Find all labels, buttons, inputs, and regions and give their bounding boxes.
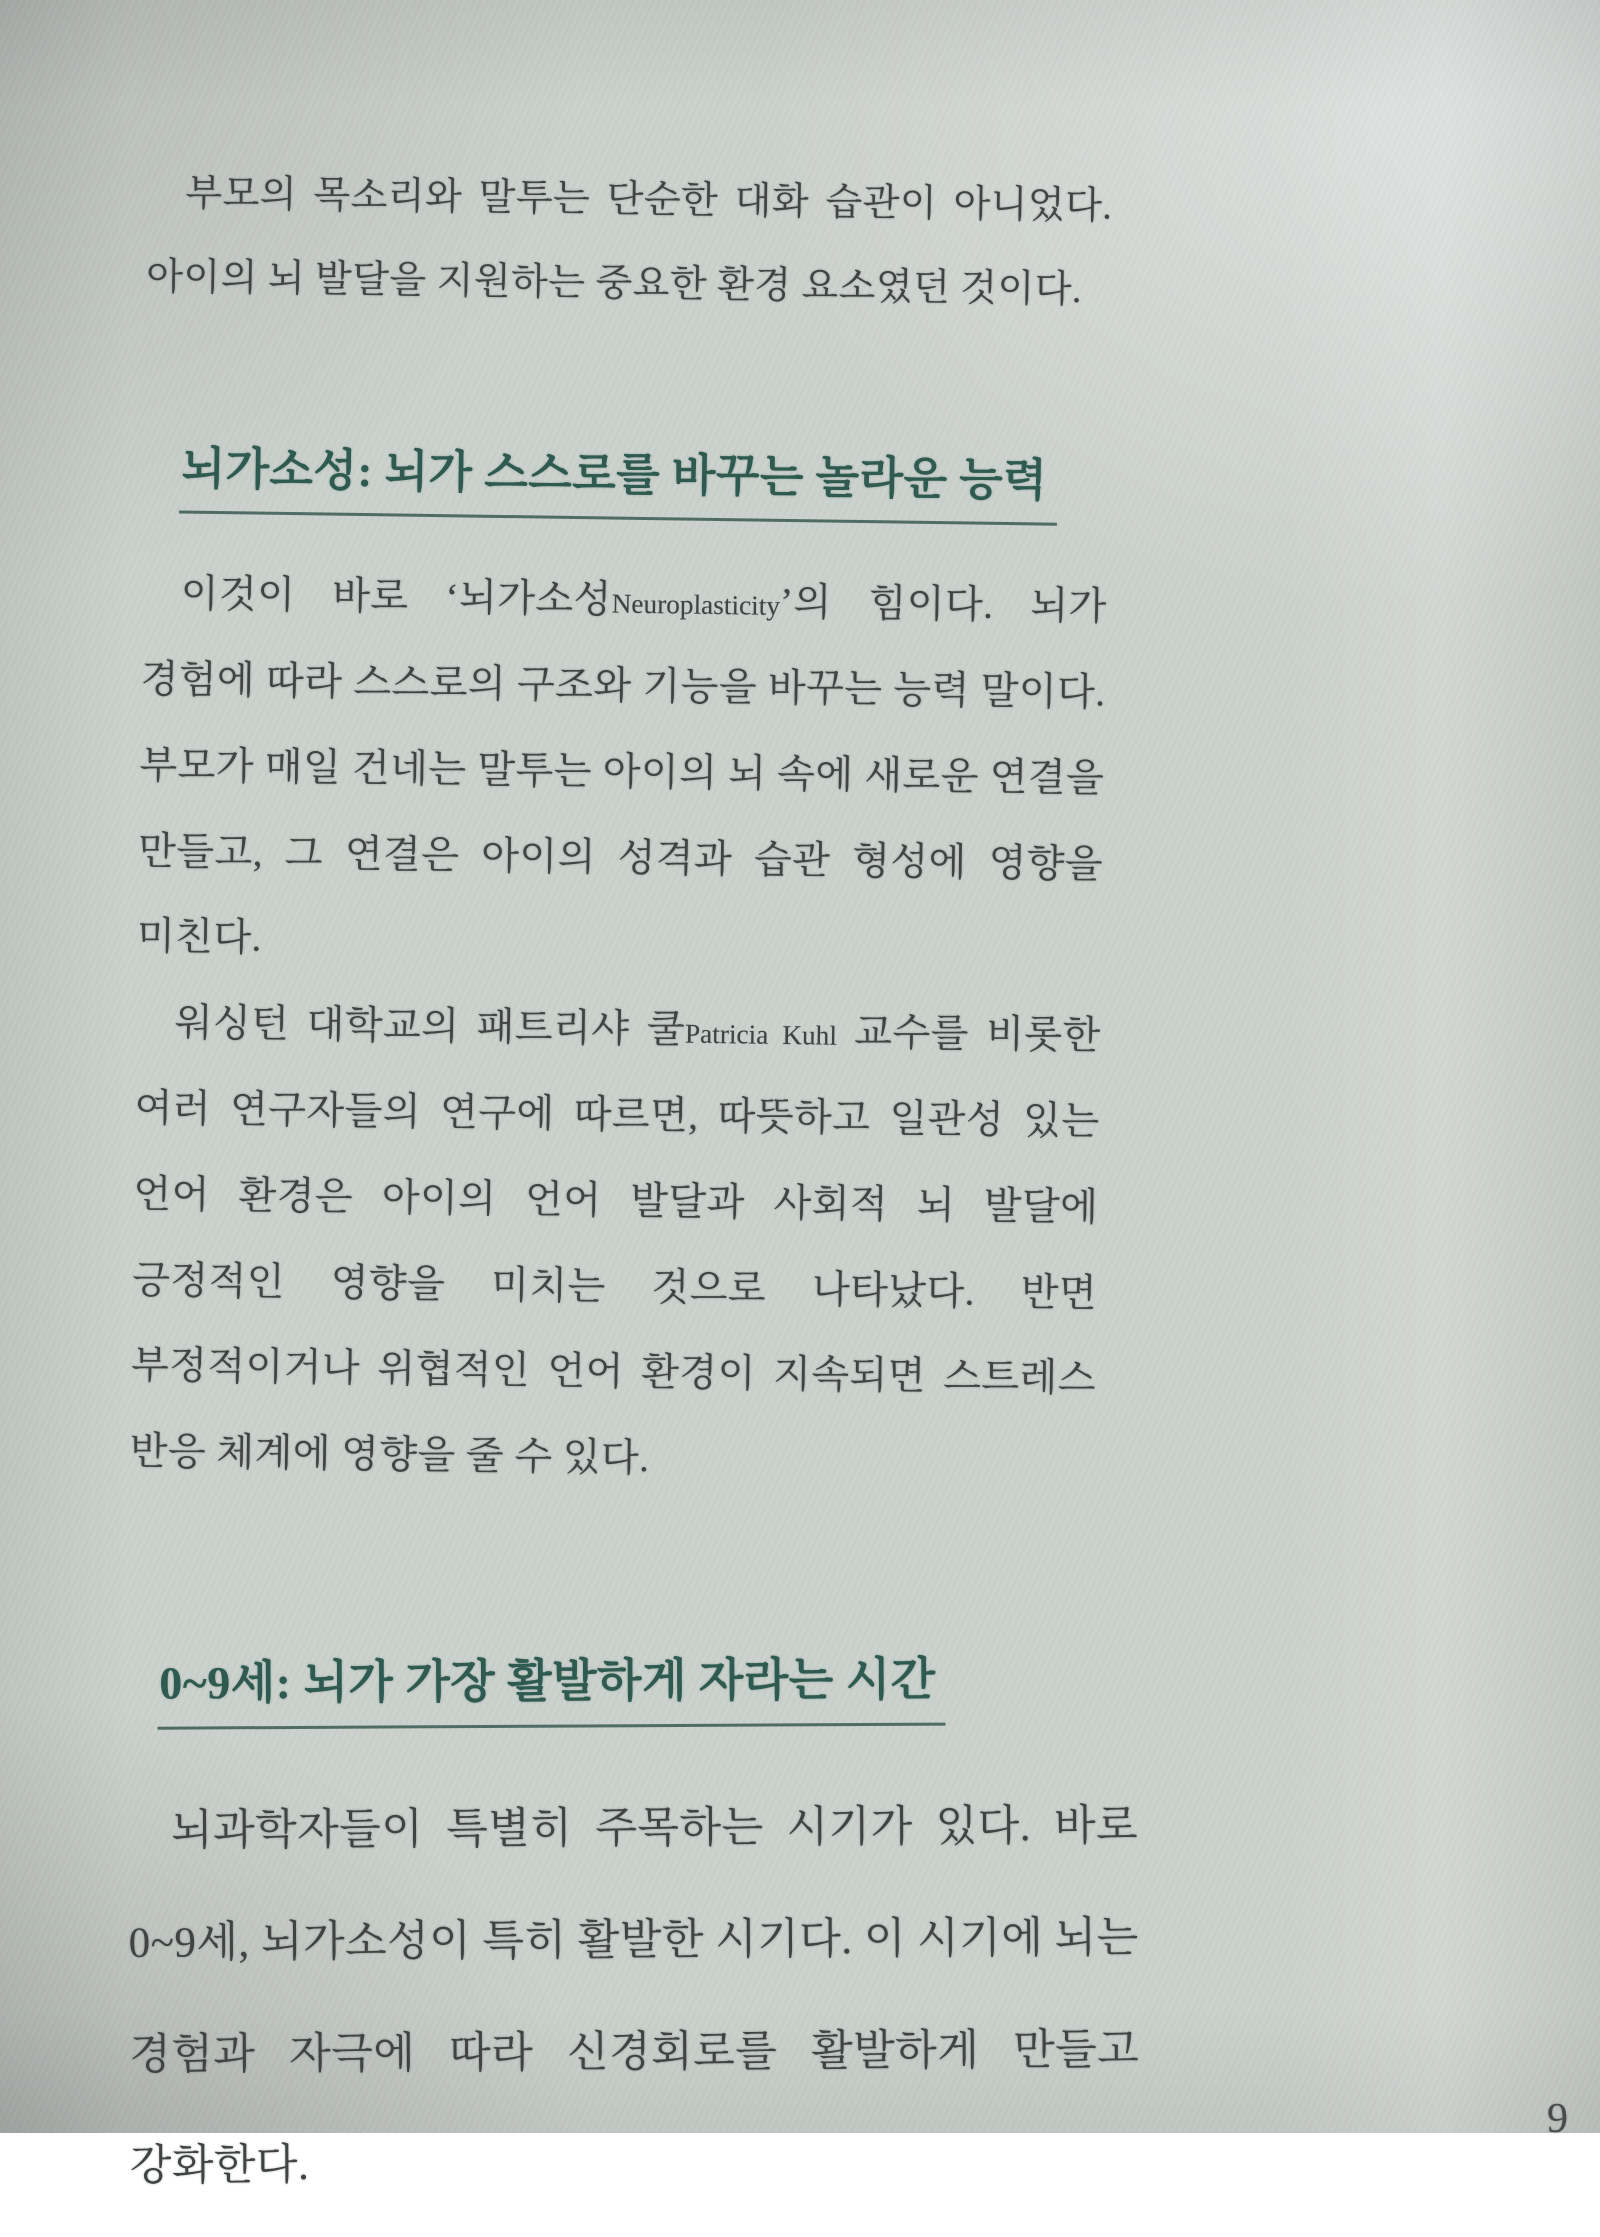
patricia-kuhl-english-name: Patricia Kuhl [684, 1018, 838, 1051]
intro-paragraph: 부모의 목소리와 말투는 단순한 대화 습관이 아니었다. 아이의 뇌 발달을 지원하는 중요한 환경 요소였던 것이다. [145, 172, 1113, 311]
section-heading-age-0-9: 0~9세: 뇌가 가장 활발하게 자라는 시간 [157, 1643, 946, 1730]
neuroplasticity-paragraph [136, 551, 1107, 993]
section-neuroplasticity [129, 431, 1109, 1508]
research-text-after: 교수를 비롯한 여러 연구자들의 연구에 따르면, 따뜻하고 일관성 있는 언어 환경은 아이의 언어 발달과 사회적 뇌 발달에 긍정적인 영향을 미치는 것으로 나타났다. 반면 부정적이거나 위협적인 언어 환경이 지속되면 스트레스 반응 체계에 영향을 줄 수 있다. [129, 1010, 1102, 1481]
neuroplasticity-text-before: 이것이 바로 ‘뇌가소성 [180, 572, 613, 622]
age-period-paragraph: 뇌과학자들이 특별히 주목하는 시기가 있다. 바로 0~9세, 뇌가소성이 특히 활발한 시기다. 이 시기에 뇌는 경험과 자극에 따라 신경회로를 활발하게 만들고 강화한다. [128, 1802, 1140, 2191]
research-text-before: 워싱턴 대학교의 패트리샤 쿨 [174, 1001, 686, 1052]
neuroplasticity-text-after: ’의 힘이다. 뇌가 경험에 따라 스스로의 구조와 기능을 바꾸는 능력 말이다. 부모가 매일 건네는 말투는 아이의 뇌 속에 새로운 연결을 만들고, 그 연결은 아이의 성격과 습관 형성에 영향을 미친다. [136, 581, 1108, 961]
section-heading-neuroplasticity: 뇌가소성: 뇌가 스스로를 바꾸는 놀라운 능력 [179, 432, 1058, 526]
research-paragraph [129, 980, 1101, 1508]
page-content [119, 152, 1140, 2236]
section-age-0-9 [127, 1642, 1140, 2223]
page-number: 9 [1547, 2096, 1568, 2142]
neuroplasticity-english-term: Neuroplasticity [611, 588, 781, 622]
